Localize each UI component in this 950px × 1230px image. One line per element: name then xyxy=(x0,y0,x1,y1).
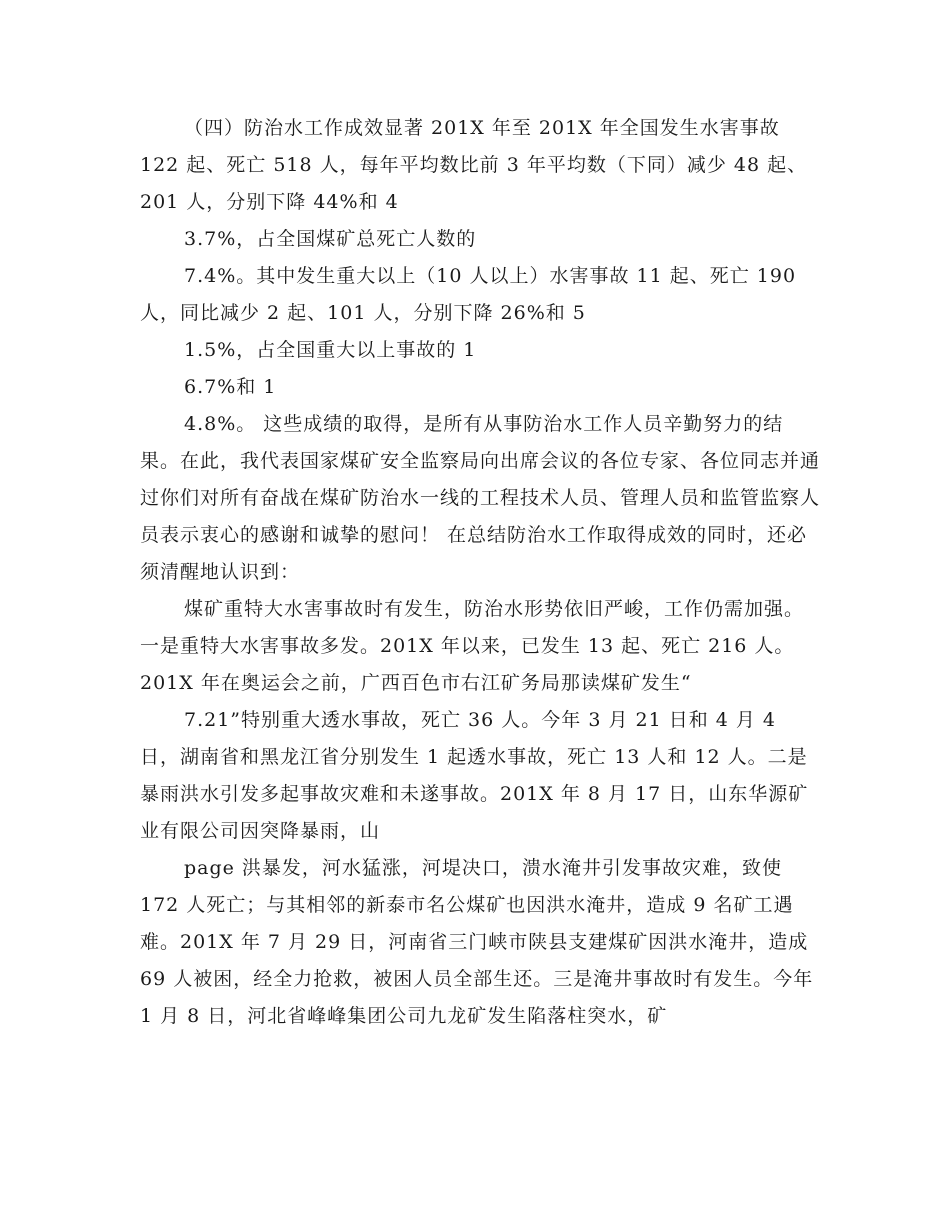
paragraph-8: 7.21”特别重大透水事故，死亡 36 人。今年 3 月 21 日和 4 月 4 日，湖南省和黑龙江省分别发生 1 起透水事故，死亡 13 人和 12 人。二是暴雨洪水引发多起事故灾难和未遂事故。201X 年 8 月 17 日，山东华源矿业有限公司因突降暴雨，山 xyxy=(140,709,809,842)
paragraph-4: 1.5%，占全国重大以上事故的 1 xyxy=(184,339,477,361)
paragraph-3: 7.4%。其中发生重大以上（10 人以上）水害事故 11 起、死亡 190 人，同比减少 2 起、101 人，分别下降 26%和 5 xyxy=(140,265,797,324)
paragraph-7: 煤矿重特大水害事故时有发生，防治水形势依旧严峻，工作仍需加强。一是重特大水害事故多发。201X 年以来，已发生 13 起、死亡 216 人。201X 年在奥运会之前，广西百色市右江矿务局那读煤矿发生“ xyxy=(140,598,805,694)
paragraph-2: 3.7%，占全国煤矿总死亡人数的 xyxy=(184,228,477,250)
paragraph-5: 6.7%和 1 xyxy=(184,376,277,398)
paragraph-1: （四）防治水工作成效显著 201X 年至 201X 年全国发生水害事故 122 起、死亡 518 人，每年平均数比前 3 年平均数（下同）减少 48 起、201 人，分别下降 44%和 4 xyxy=(140,117,808,213)
paragraph-9: page 洪暴发，河水猛涨，河堤决口，溃水淹井引发事故灾难，致使 172 人死亡；与其相邻的新泰市名公煤矿也因洪水淹井，造成 9 名矿工遇难。201X 年 7 月 29 日，河南省三门峡市陕县支建煤矿因洪水淹井，造成 69 人被困，经全力抢救，被困人员全部生还。三是淹井事故时有发生。今年 1 月 8 日，河北省峰峰集团公司九龙矿发生陷落柱突水，矿 xyxy=(140,857,814,1027)
paragraph-6: 4.8%。 这些成绩的取得，是所有从事防治水工作人员辛勤努力的结果。在此，我代表国家煤矿安全监察局向出席会议的各位专家、各位同志并通过你们对所有奋战在煤矿防治水一线的工程技术人员、管理人员和监管监察人员表示衷心的感谢和诚挚的慰问！ 在总结防治水工作取得成效的同时，还必须清醒地认识到： xyxy=(140,413,821,583)
document-body xyxy=(140,110,820,1035)
